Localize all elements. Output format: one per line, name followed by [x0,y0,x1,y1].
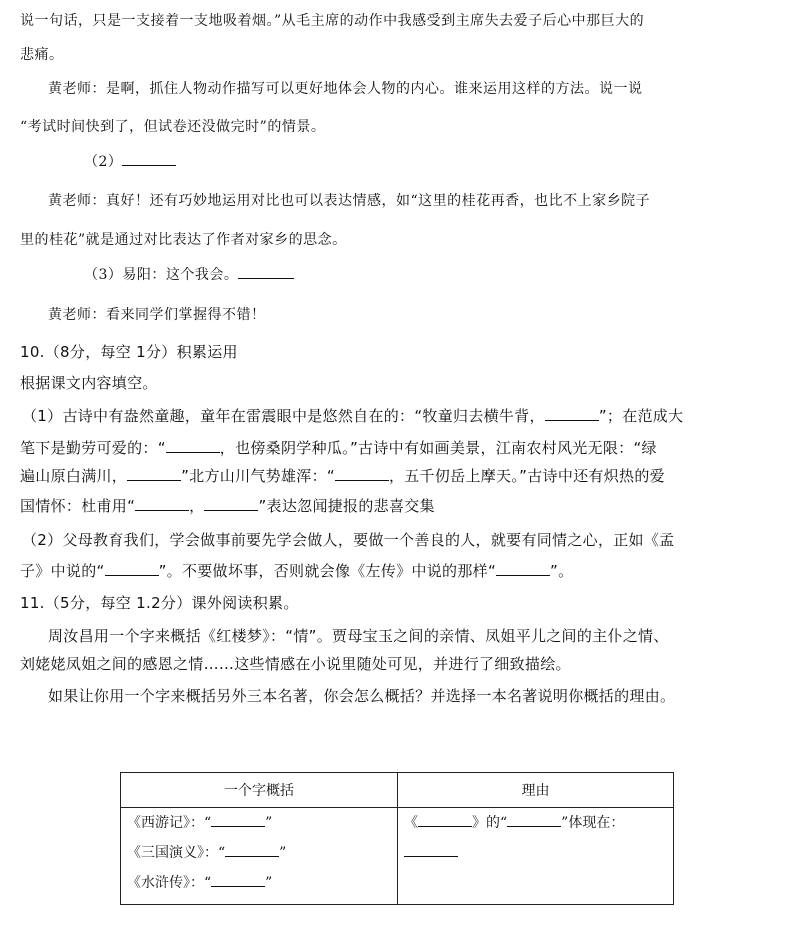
question-10-instruction: 根据课文内容填空。 [20,374,158,392]
answer-blank[interactable] [211,812,265,827]
summary-xiyouji [121,808,397,838]
answer-blank[interactable] [204,496,258,511]
answer-blank[interactable] [105,561,159,576]
text-segment: 》的“ [472,815,508,831]
answer-blank[interactable] [418,812,472,827]
text-segment: ，五千仞岳上摩天。”古诗中还有炽热的爱 [388,467,665,485]
answer-table [120,772,674,905]
reason-line [398,808,673,838]
text-segment: ” [279,845,287,861]
answer-blank[interactable] [404,842,458,857]
text-segment: 国情怀：杜甫用“ [20,497,136,515]
dialogue-line: 说一句话，只是一支接着一支地吸着烟。”从毛主席的动作中我感受到主席失去爱子后心中那巨大的 [20,13,645,29]
answer-line-2 [84,151,176,171]
answer-blank[interactable] [166,438,220,453]
text-segment: ， [189,497,205,515]
question-10-line [20,465,665,486]
text-segment: 《 [404,815,418,831]
item-label: （2） [84,154,123,170]
question-10-line [20,560,573,581]
question-10-line [20,495,435,516]
answer-blank[interactable] [127,466,181,481]
summary-cell [121,808,398,905]
table-row [121,808,674,905]
text-segment: ”。 [550,562,574,580]
dialogue-line: 黄老师：看来同学们掌握得不错！ [48,307,266,323]
text-segment: ”体现在： [561,815,625,831]
answer-blank[interactable] [335,466,389,481]
text-segment: 《水浒传》：“ [127,875,212,891]
answer-line-3 [84,264,294,284]
summary-sanguo [121,838,397,868]
text-segment: ”表达忽闻捷报的悲喜交集 [258,497,435,515]
text-segment: ” [265,815,273,831]
table-header-summary: 一个字概括 [121,773,398,808]
answer-blank[interactable] [135,496,189,511]
text-segment: ，也傍桑阴学种瓜。”古诗中有如画美景，江南农村风光无限：“绿 [219,439,657,457]
answer-blank[interactable] [122,151,176,166]
text-segment: ”；在范成大 [598,407,684,425]
answer-blank[interactable] [225,842,279,857]
text-segment: ” [265,875,273,891]
item-label: （3）易阳：这个我会。 [84,267,239,283]
text-segment: 《三国演义》：“ [127,845,226,861]
dialogue-line: “考试时间快到了，但试卷还没做完时”的情景。 [20,119,326,135]
answer-blank[interactable] [545,406,599,421]
text-segment: 笔下是勤劳可爱的：“ [20,439,166,457]
answer-blank[interactable] [507,812,561,827]
dialogue-line: 黄老师：真好！还有巧妙地运用对比也可以表达情感，如“这里的桂花再香，也比不上家乡院子 [48,193,651,209]
question-11-title: 11.（5分，每空 1.2分）课外阅读积累。 [20,594,299,612]
question-10-title: 10.（8分，每空 1分）积累运用 [20,343,238,361]
table-header-reason: 理由 [398,773,674,808]
question-11-paragraph: 刘姥姥凤姐之间的感恩之情……这些情感在小说里随处可见，并进行了细致描绘。 [20,655,571,673]
reason-cell [398,808,674,905]
text-segment: ”北方山川气势雄浑：“ [181,467,335,485]
text-segment: （1）古诗中有盎然童趣，童年在雷震眼中是悠然自在的：“牧童归去横牛背， [22,407,545,425]
question-10-line: （2）父母教育我们，学会做事前要先学会做人，要做一个善良的人，就要有同情之心，正如《孟 [22,531,675,549]
question-11-paragraph: 如果让你用一个字来概括另外三本名著，你会怎么概括？并选择一本名著说明你概括的理由。 [48,687,676,705]
answer-blank[interactable] [211,872,265,887]
text-segment: 子》中说的“ [20,562,105,580]
text-segment: 遍山原白满川， [20,467,128,485]
question-10-line [22,405,683,426]
table-header-row [121,773,674,808]
question-11-paragraph: 周汝昌用一个字来概括《红楼梦》：“情”。贾母宝玉之间的亲情、凤姐平儿之间的主仆之情、 [48,627,669,645]
dialogue-line: 悲痛。 [20,47,64,63]
text-segment: 《西游记》：“ [127,815,212,831]
question-10-line [20,437,657,458]
summary-shuihu [121,868,397,898]
dialogue-line: 黄老师：是啊，抓住人物动作描写可以更好地体会人物的内心。谁来运用这样的方法。说一说 [48,81,643,97]
text-segment: ”。不要做坏事，否则就会像《左传》中说的那样“ [158,562,497,580]
dialogue-line: 里的桂花”就是通过对比表达了作者对家乡的思念。 [20,232,347,248]
reason-line [398,838,673,868]
answer-blank[interactable] [496,561,550,576]
answer-blank[interactable] [238,264,294,279]
